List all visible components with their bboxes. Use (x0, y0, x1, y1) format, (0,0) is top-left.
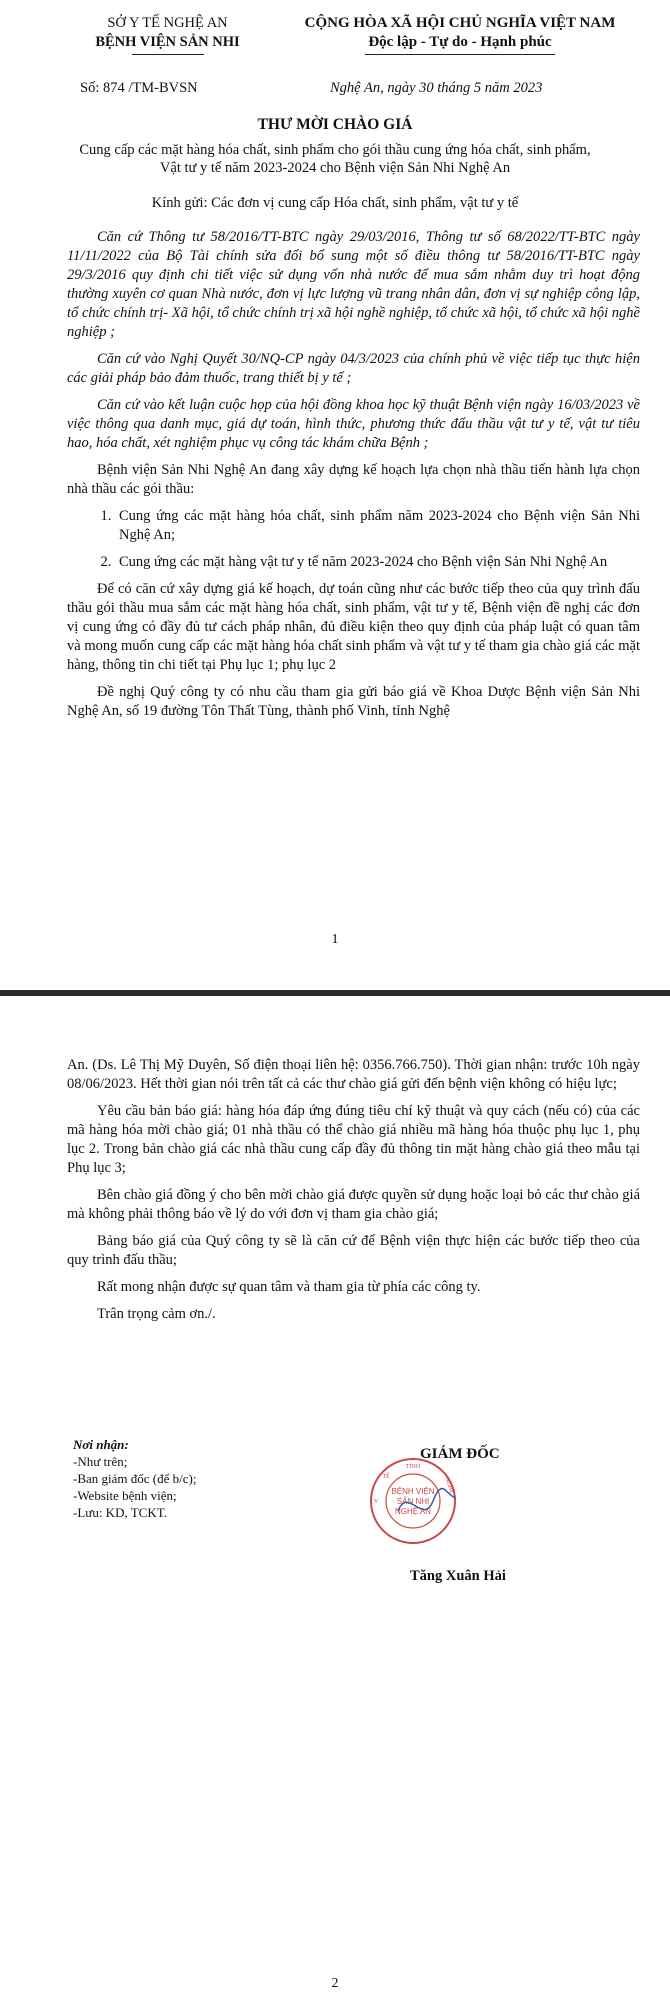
seal-text: BỆNH VIỆN (391, 1487, 435, 1496)
org-line-1: SỞ Y TẾ NGHỆ AN (107, 15, 228, 31)
paragraph: Đề nghị Quý công ty có nhu cầu tham gia gửi báo giá về Khoa Dược Bệnh viện Sản Nhi Nghệ An, số 19 đường Tôn Thất Tùng, thành phố Vinh, tỉnh Nghệ (67, 684, 640, 719)
paragraph: Rất mong nhận được sự quan tâm và tham gia từ phía các công ty. (97, 1279, 481, 1295)
list-item: 1. Cung ứng các mặt hàng hóa chất, sinh phẩm năm 2023-2024 cho Bệnh viện Sản Nhi Nghệ An; (115, 507, 640, 545)
seal-arc-text: NGHỆ (443, 1476, 455, 1495)
official-seal (368, 1456, 458, 1546)
seal-text: SẢN NHI (396, 1497, 430, 1506)
body-page-1 (67, 228, 640, 729)
paragraph: Trân trọng cảm ơn./. (97, 1306, 216, 1322)
recipient-item: -Ban giám đốc (để b/c); (73, 1471, 197, 1486)
motto-underline (365, 54, 555, 55)
recipient-item: -Như trên; (73, 1454, 128, 1469)
page-number: 2 (331, 1976, 339, 1991)
paragraph: Bảng báo giá của Quý công ty sẽ là căn cứ để Bệnh viện thực hiện các bước tiếp theo của quy trình đấu thầu; (67, 1233, 640, 1268)
document-date: Nghệ An, ngày 30 tháng 5 năm 2023 (330, 80, 543, 96)
signer-name: Tăng Xuân Hải (410, 1568, 506, 1584)
paragraph: Để có căn cứ xây dựng giá kế hoạch, dự toán cũng như các bước tiếp theo của quy trình đấu thầu gói thầu mua sắm các mặt hàng hóa chất, sinh phẩm, vật tư y tế, Bệnh viện đề nghị các đơn vị cung ứng có đầy đủ tư cách pháp nhân, đủ điều kiện theo quy định của pháp luật có quan tâm và mong muốn cung cấp các mặt hàng hóa chất sinh phẩm và vật tư y tế tham gia chào giá các mặt hàng, thông tin chi tiết tại Phụ lục 1; phụ lục 2 (67, 581, 640, 673)
seal-text: NGHỆ AN (394, 1507, 432, 1516)
seal-arc-text: TẾ (382, 1474, 390, 1480)
paragraph: An. (Ds. Lê Thị Mỹ Duyên, Số điện thoại liên hệ: 0356.766.750). Thời gian nhận: trước 10h ngày 08/06/2023. Hết thời gian nói trên tất cả các thư chào giá gửi đến bệnh viện không có hiệu lực; (67, 1057, 640, 1092)
recipient-item: -Website bệnh viện; (73, 1488, 177, 1503)
paragraph: Bệnh viện Sản Nhi Nghệ An đang xây dựng kế hoạch lựa chọn nhà thầu tiến hành lựa chọn nhà thầu các gói thầu: (67, 462, 640, 497)
package-list (67, 507, 640, 572)
salutation: Kính gửi: Các đơn vị cung cấp Hóa chất, sinh phẩm, vật tư y tế (151, 195, 519, 211)
recipient-item: -Lưu: KD, TCKT. (73, 1505, 167, 1520)
signer-title: GIÁM ĐỐC (420, 1446, 500, 1462)
organization-header (75, 14, 260, 55)
paragraph: Bên chào giá đồng ý cho bên mời chào giá được quyền sử dụng hoặc loại bỏ các thư chào giá mà không phải thông báo về lý do với đơn vị tham gia chào giá; (67, 1187, 640, 1222)
paragraph: Yêu cầu bản báo giá: hàng hóa đáp ứng đúng tiêu chí kỹ thuật và quy cách (nếu có) của các mã hàng hóa mời chào giá; 01 nhà thầu có thể chào giá nhiều mã hàng hóa thuộc phụ lục 1, phụ lục 2. Trong bản chào giá các nhà thầu cung cấp đầy đủ thông tin mặt hàng chào giá theo mẫu tại Phụ lục 3; (67, 1103, 640, 1176)
org-line-2: BỆNH VIỆN SẢN NHI (95, 34, 240, 50)
paragraph: Căn cứ vào kết luận cuộc họp của hội đồng khoa học kỹ thuật Bệnh viện ngày 16/03/2023 về việc thông qua danh mục, giá dự toán, hình thức, phương thức đấu thầu vật tư y tế, vật tư tiêu hao, hóa chất, xét nghiệm phục vụ công tác khám chữa Bệnh ; (67, 397, 640, 451)
national-motto (270, 14, 650, 55)
paragraph: Căn cứ Thông tư 58/2016/TT-BTC ngày 29/03/2016, Thông tư số 68/2022/TT-BTC ngày 11/11/2022 của Bộ Tài chính sửa đổi bổ sung một số điều thông tư 58/2016/TT-BTC ngày 29/3/2016 quy định chi tiết việc sử dụng vốn nhà nước để mua sắm nhằm duy trì hoạt động thường xuyên cơ quan Nhà nước, đơn vị lực lượng vũ trang nhân dân, đơn vị sự nghiệp công lập, tổ chức chính trị- Xã hội, tổ chức chính trị xã hội nghề nghiệp, tổ chức xã hội, tổ chức xã hội nghề nghiệp ; (67, 229, 640, 340)
page-number: 1 (331, 932, 339, 947)
list-item: 2. Cung ứng các mặt hàng vật tư y tế năm 2023-2024 cho Bệnh viện Sản Nhi Nghệ An (115, 553, 640, 572)
document-number: Số: 874 /TM-BVSN (80, 80, 198, 96)
country-name: CỘNG HÒA XÃ HỘI CHỦ NGHĨA VIỆT NAM (304, 15, 616, 31)
recipients-label: Nơi nhận: (73, 1437, 129, 1452)
document-page-1 (0, 0, 670, 990)
recipients-block (73, 1436, 196, 1521)
document-page-2 (0, 996, 670, 2000)
seal-arc-text: TỈNH (405, 1464, 421, 1470)
document-subject: Cung cấp các mặt hàng hóa chất, sinh phẩm cho gói thầu cung ứng hóa chất, sinh phẩm, Vật tư y tế năm 2023-2024 cho Bệnh viện Sản Nhi Nghệ An (79, 142, 591, 176)
motto: Độc lập - Tự do - Hạnh phúc (368, 34, 552, 50)
document-title: THƯ MỜI CHÀO GIÁ (257, 116, 413, 133)
body-page-2 (67, 1056, 640, 1332)
org-underline (132, 54, 204, 55)
paragraph: Căn cứ vào Nghị Quyết 30/NQ-CP ngày 04/3/2023 của chính phủ về việc tiếp tục thực hiện các giải pháp bảo đảm thuốc, trang thiết bị y tế ; (67, 351, 640, 386)
seal-arc-text: Y (373, 1499, 379, 1505)
